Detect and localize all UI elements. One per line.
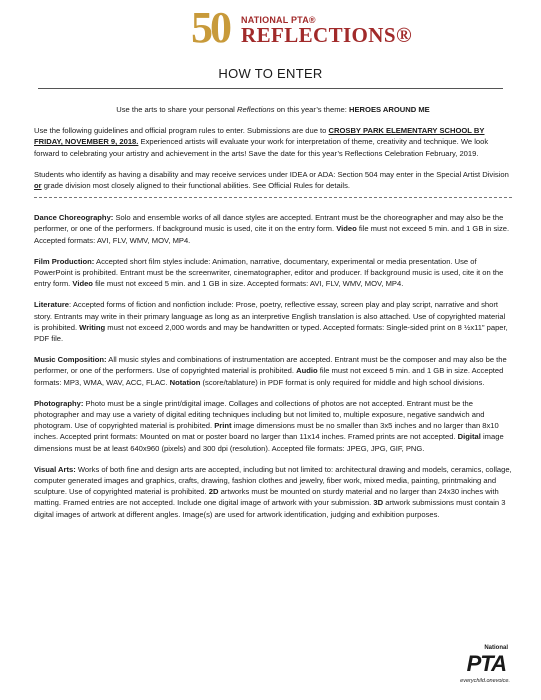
title-divider: [38, 88, 503, 89]
logo-national-pta: NATIONAL PTA®: [241, 15, 316, 25]
document-body: [34, 104, 512, 530]
photography-heading: Photography:: [34, 398, 84, 408]
dance-section: Dance Choreography: Solo and ensemble works of all dance styles are accepted. Entrant must be the choreographer and may also be the performer, or one of the performers. If background music is used, cite it on the entry form. Video file must not exceed 5 min. and 1 GB in size. Accepted formats: AVI, FLV, WMV, MOV, MP4.: [34, 213, 510, 245]
logo-reflections: REFLECTIONS®: [241, 23, 413, 47]
pta-mark: PTA: [466, 651, 506, 676]
visual-arts-section: Visual Arts: Works of both fine and design arts are accepted, including but not limited to: architectural drawing and models, ceramics, collage, computer generated images and graphics, crafts, drawing, fashion clothes and jewelry, fiber work, mixed media, painting, printmaking and sculpture. Use of copyrighted material is prohibited. 2D artworks must be mounted on sturdy material and no larger than 24x30 inches with matting. Framed entries are not accepted. Include one digital image of artwork with your submission. 3D artwork submissions must contain 3 digital images of artwork at different angles. Image(s) are used for artwork identification, judging and exhibition purposes.: [34, 464, 512, 519]
disability-paragraph: Students who identify as having a disability and may receive services under IDEA or ADA: Section 504 may enter in the Special Artist Division or grade division most closely aligned to their functional abilities. See Official Rules for details.: [34, 169, 509, 191]
section-divider: [34, 197, 512, 198]
literature-section: Literature: Accepted forms of fiction and nonfiction include: Prose, poetry, reflective essay, screen play and play script, narrative and short story. Entrants may write in their primary language as long as an interpretive English translation is also attached. Use of copyrighted material is prohibited. Writing must not exceed 2,000 words and may be handwritten or typed. Accepted formats: Single-sided print on 8 ½x11” paper, PDF file.: [34, 300, 508, 344]
music-section: Music Composition: All music styles and combinations of instrumentation are accepted. Entrant must be the composer and may also be the performer, or one of the performers. Use of copyrighted material is prohibited. Audio file must not exceed 5 min. and 1 GB in size. Accepted formats: MP3, WMA, WAV, ACC, FLAC. Notation (score/tablature) in PDF format is only required for middle and high school divisions.: [34, 355, 507, 387]
pta-national-label: National: [484, 645, 508, 651]
film-heading: Film Production:: [34, 256, 95, 266]
music-heading: Music Composition:: [34, 355, 107, 365]
theme-line: Use the arts to share your personal Reflections on this year’s theme: HEROES AROUND ME: [116, 105, 430, 114]
literature-heading: Literature: [34, 300, 70, 310]
page-title: HOW TO ENTER: [218, 66, 323, 81]
photography-section: Photography: Photo must be a single print/digital image. Collages and collections of photos are not accepted. Entrant must be the photographer and may use a variety of digital editing techniques including but not limited to, multiple exposure, negative sandwich and photogram. Use of copyrighted material is prohibited. Print image dimensions must be no smaller than 3x5 inches and no larger than 8x10 inches. Accepted print formats: Mounted on mat or poster board no larger than 11x14 inches. Framed prints are not accepted. Digital image dimensions must be at least 640x960 (pixels) and 300 dpi (resolution). Accepted file formats: JPEG, JPG, GIF, PNG.: [34, 398, 504, 453]
reflections-logo: [191, 3, 413, 52]
intro-paragraph: Use the following guidelines and official program rules to enter. Submissions are due to CROSBY PARK ELEMENTARY SCHOOL BY FRIDAY, NOVEMBER 9, 2018. Experienced artists will evaluate your work for interpretation of theme, creativity and technique. We look forward to celebrating your artistry and achievement in the arts! Save the date for this year’s Reflections Celebration February, 2019.: [34, 126, 489, 158]
deadline-text: CROSBY PARK ELEMENTARY SCHOOL BY FRIDAY, NOVEMBER 9, 2018.: [34, 126, 485, 147]
national-pta-logo: [432, 645, 512, 691]
film-section: Film Production: Accepted short film styles include: Animation, narrative, documentary, experimental or media presentation. Use of PowerPoint is prohibited. Entrant must be the screenwriter, cinematographer, editor and producer. If background music is used, cite it on the entry form. Video file must not exceed 5 min. and 1 GB in size. Accepted formats: AVI, FLV, WMV, MOV, MP4.: [34, 256, 504, 289]
visual-arts-heading: Visual Arts:: [34, 464, 76, 474]
dance-heading: Dance Choreography:: [34, 213, 114, 223]
pta-tagline: everychild.onevoice.: [460, 678, 510, 684]
logo-50: 50: [191, 3, 229, 52]
